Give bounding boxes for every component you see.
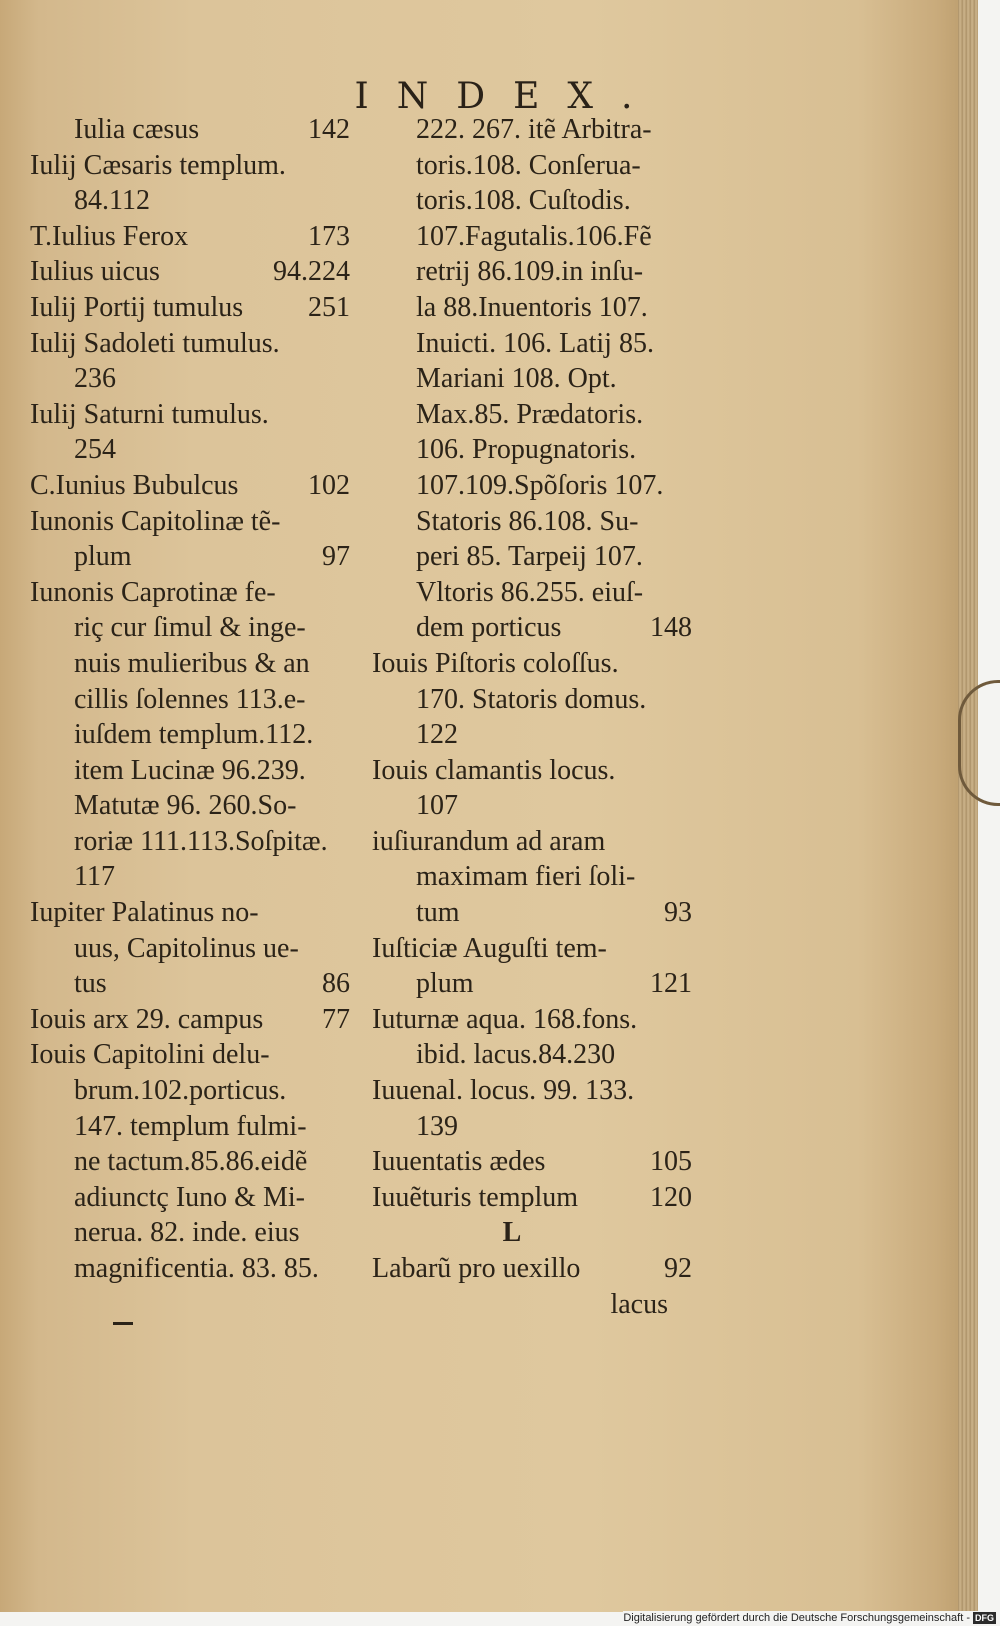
index-line-text: 139: [416, 1110, 458, 1142]
index-line-text: 254: [74, 434, 116, 466]
index-line: [30, 290, 350, 326]
index-line: [30, 610, 350, 646]
index-line-text: 222. 267. itẽ Arbitra-: [416, 114, 652, 145]
index-line: [372, 1073, 692, 1109]
index-line: [372, 824, 692, 860]
index-line-text: 236: [74, 363, 116, 395]
index-page-ref: 142: [308, 114, 350, 145]
index-line-text: Iunonis Capitolinæ tẽ-: [30, 505, 281, 537]
index-line: [30, 646, 350, 682]
index-line-text: Inuicti. 106. Latij 85.: [416, 327, 654, 359]
index-line-text: Iulius uicus: [30, 256, 160, 288]
catchword: [372, 1287, 692, 1323]
index-line: [372, 539, 692, 575]
index-line: [30, 219, 350, 255]
index-column-left: [30, 112, 350, 1287]
index-line-text: nuis mulieribus & an: [74, 647, 310, 679]
index-line-text: 147. templum fulmi-: [74, 1110, 307, 1142]
index-line: [372, 1251, 692, 1287]
index-line: [372, 966, 692, 1002]
page-dash: [113, 1322, 133, 1325]
index-line: [372, 1002, 692, 1038]
index-line-text: plum: [74, 541, 132, 573]
index-line: [30, 504, 350, 540]
index-line: [372, 361, 692, 397]
index-page-ref: 92: [664, 1253, 692, 1284]
index-line: [30, 254, 350, 290]
index-line: [30, 397, 350, 433]
index-line-text: 107.Fagutalis.106.Fẽ: [416, 220, 652, 252]
index-line: [30, 148, 350, 184]
index-line: [372, 859, 692, 895]
index-line-text: dem porticus: [416, 612, 562, 644]
index-line: [30, 824, 350, 860]
index-line: [372, 646, 692, 682]
index-page-ref: 121: [650, 968, 692, 1000]
index-line-text: retrij 86.109.in inſu-: [416, 256, 644, 288]
index-line-text: roriæ 111.113.Soſpitæ.: [74, 825, 328, 857]
index-line: [372, 1037, 692, 1073]
index-line: [372, 1180, 692, 1216]
index-line: [30, 931, 350, 967]
index-line-text: Iuturnæ aqua. 168.fons.: [372, 1003, 638, 1035]
index-line-text: ibid. lacus.84.230: [416, 1039, 616, 1071]
index-line-text: brum.102.porticus.: [74, 1075, 287, 1107]
index-line-text: magnificentia. 83. 85.: [74, 1253, 319, 1284]
index-line: [30, 859, 350, 895]
index-line: [372, 254, 692, 290]
index-line: [372, 397, 692, 433]
index-line-text: Mariani 108. Opt.: [416, 363, 617, 395]
index-line: [30, 112, 350, 148]
index-line: [372, 931, 692, 967]
index-line-text: uus, Capitolinus ue-: [74, 932, 299, 964]
index-line: [30, 539, 350, 575]
index-line-text: Iupiter Palatinus no-: [30, 897, 259, 929]
index-line-text: toris.108. Conſerua-: [416, 149, 641, 181]
index-line: [372, 1109, 692, 1145]
index-line: [372, 432, 692, 468]
index-line-text: 107.109.Spõſoris 107.: [416, 469, 664, 501]
index-line-text: tum: [416, 897, 460, 929]
index-line-text: C.Iunius Bubulcus: [30, 469, 239, 501]
page-header: INDEX.: [354, 76, 661, 117]
index-line-text: iuſiurandum ad aram: [372, 825, 606, 857]
index-line: [30, 468, 350, 504]
index-line: [372, 290, 692, 326]
index-line: [30, 788, 350, 824]
index-line: [372, 610, 692, 646]
index-line: [30, 183, 350, 219]
index-line: [372, 682, 692, 718]
index-line: [30, 966, 350, 1002]
index-line: [372, 895, 692, 931]
index-line: [30, 717, 350, 753]
index-line-text: Max.85. Prædatoris.: [416, 398, 644, 430]
index-line-text: item Lucinæ 96.239.: [74, 754, 306, 786]
index-line-text: iuſdem templum.112.: [74, 719, 314, 751]
index-section-letter: [372, 1215, 692, 1251]
digitization-footer: [623, 1611, 996, 1626]
index-line: [30, 1215, 350, 1251]
index-line: [372, 575, 692, 611]
index-line-text: Iulia cæsus: [74, 114, 200, 145]
index-line-text: Iulij Sadoleti tumulus.: [30, 327, 280, 359]
index-line: [372, 753, 692, 789]
index-line: [372, 1144, 692, 1180]
index-line-text: T.Iulius Ferox: [30, 220, 189, 252]
index-line-text: nerua. 82. inde. eius: [74, 1217, 300, 1249]
index-line: [30, 682, 350, 718]
index-line: [372, 504, 692, 540]
index-line-text: Iunonis Caprotinæ fe-: [30, 576, 276, 608]
index-line: [30, 1073, 350, 1109]
index-page-ref: 105: [650, 1146, 692, 1178]
index-line-text: Iulij Portij tumulus: [30, 291, 244, 323]
index-page-ref: 148: [650, 612, 692, 644]
index-line: [30, 1144, 350, 1180]
book-clasp: [958, 680, 1000, 806]
index-line-text: maximam fieri ſoli-: [416, 861, 636, 893]
index-line: [30, 361, 350, 397]
index-page-ref: 102: [308, 469, 350, 501]
index-line: [372, 148, 692, 184]
index-line-text: 122: [416, 719, 458, 751]
index-line-text: 117: [74, 861, 115, 893]
index-line: [30, 1002, 350, 1038]
index-page-ref: 120: [650, 1181, 692, 1213]
index-column-right: [372, 112, 692, 1322]
index-line-text: Iouis arx 29. campus: [30, 1003, 264, 1035]
index-line: [372, 112, 692, 148]
index-line-text: lacus: [610, 1288, 668, 1320]
index-page-ref: 251: [308, 291, 350, 323]
index-line-text: Matutæ 96. 260.So-: [74, 790, 297, 822]
index-page-ref: 86: [322, 968, 350, 1000]
index-page-ref: 97: [322, 541, 350, 573]
index-line: [30, 432, 350, 468]
index-line-text: cillis ſolennes 113.e-: [74, 683, 306, 715]
index-line-text: Iulij Saturni tumulus.: [30, 398, 269, 430]
index-line: [372, 219, 692, 255]
footer-text: Digitalisierung gefördert durch die Deutsche Forschungsgemeinschaft -: [623, 1612, 970, 1624]
index-line-text: 107: [416, 790, 458, 822]
index-line-text: L: [502, 1217, 522, 1249]
index-line: [30, 895, 350, 931]
index-line-text: 170. Statoris domus.: [416, 683, 647, 715]
index-line: [372, 326, 692, 362]
index-line-text: Iouis Capitolini delu-: [30, 1039, 270, 1071]
index-page-ref: 93: [664, 897, 692, 929]
index-page-ref: 77: [322, 1003, 350, 1035]
index-line: [30, 1109, 350, 1145]
index-line-text: Vltoris 86.255. eiuſ-: [416, 576, 644, 608]
index-line-text: tus: [74, 968, 107, 1000]
index-line-text: Iulij Cæsaris templum.: [30, 149, 286, 181]
index-line: [30, 1180, 350, 1216]
index-page-ref: 94.224: [273, 256, 350, 288]
index-line-text: adiunctç Iuno & Mi-: [74, 1181, 305, 1213]
index-line: [30, 1037, 350, 1073]
index-line-text: Labarũ pro uexillo: [372, 1253, 581, 1284]
index-line-text: riç cur ſimul & inge-: [74, 612, 306, 644]
index-line: [372, 468, 692, 504]
dfg-logo: DFG: [975, 1613, 994, 1623]
index-line-text: peri 85. Tarpeij 107.: [416, 541, 643, 573]
index-line-text: 84.112: [74, 185, 150, 217]
index-line: [372, 183, 692, 219]
index-line: [30, 753, 350, 789]
index-line-text: Iuuentatis ædes: [372, 1146, 546, 1178]
index-line-text: ne tactum.85.86.eidẽ: [74, 1146, 308, 1178]
index-line: [372, 788, 692, 824]
index-line: [372, 717, 692, 753]
index-line: [30, 326, 350, 362]
index-line-text: Iouis clamantis locus.: [372, 754, 616, 786]
index-line-text: Iuſticiæ Auguſti tem-: [372, 932, 607, 964]
index-line-text: toris.108. Cuſtodis.: [416, 185, 631, 217]
index-page-ref: 173: [308, 220, 350, 252]
index-line: [30, 1251, 350, 1287]
index-line-text: 106. Propugnatoris.: [416, 434, 637, 466]
index-line-text: plum: [416, 968, 474, 1000]
index-line-text: Iouis Piſtoris coloſſus.: [372, 647, 619, 679]
index-line-text: Iuuenal. locus. 99. 133.: [372, 1075, 635, 1107]
index-line-text: Iuuẽturis templum: [372, 1181, 579, 1213]
index-line-text: la 88.Inuentoris 107.: [416, 291, 648, 323]
index-line: [30, 575, 350, 611]
page-edge: [958, 0, 978, 1612]
index-line-text: Statoris 86.108. Su-: [416, 505, 639, 537]
